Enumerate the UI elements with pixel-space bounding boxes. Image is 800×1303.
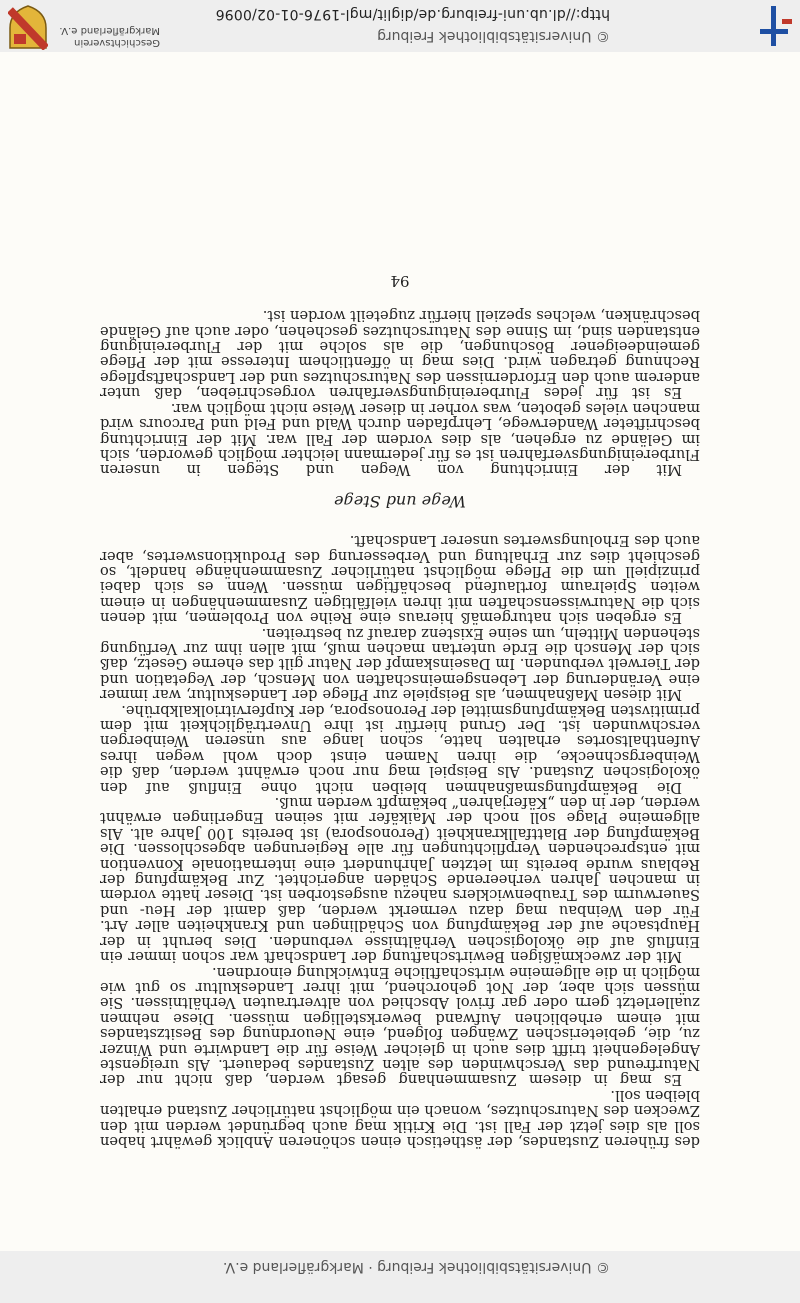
society-name (50, 24, 160, 48)
ub-freiburg-logo-icon (756, 4, 792, 48)
society-name-line: Geschichtsverein (74, 37, 160, 48)
heraldic-shield-icon (8, 4, 48, 50)
paragraph: Es mag in diesem Zusammenhang gesagt werden, daß nicht nur der Naturfreund das Verschwinden des alten Zustandes bedauert. Als ureigenste Angelegenheit trifft dies auch in gleicher Weise für die Landwirte und Winzer zu, die, gebieterischen Zwängen folgend, eine Neuordnung des Besitzstandes mit einem erheblichen Aufwand bewerkstelligen müssen. Diese nehmen zuallerletzt gern oder gar frivol Abschied von altvertrauten Verhältnissen. Sie müssen sich aber, der Not gehorchend, mit ihrer Landeskultur so gut wie möglich in die allgemeine wirtschaftliche Entwicklung einordnen. (100, 963, 700, 1089)
paragraph: Mit diesen Maßnahmen, als Beispiele zur Pflege der Landeskultur, war immer eine Veränderung der Lebensgemeinschaften von Mensch, der Vegetation und der Tierwelt verbunden. Im Daseinskampf der Natur gilt das eherne Gesetz, daß sich der Mensch die Erde untertan machen muß, mit allen ihm zur Verfügung stehenden Mitteln, um seine Existenz darauf zu bestreiten. (100, 624, 700, 704)
paragraph: des früheren Zustandes, der ästhetisch einen schöneren Anblick gewährt haben soll als dies jetzt der Fall ist. Die Kritik mag auch begründet werden mit den Zwecken des Naturschutzes, wonach ein möglichst natürlicher Zustand erhalten bleiben soll. (100, 1086, 700, 1150)
document-url-link[interactable]: http://dl.ub.uni-freiburg.de/diglit/mgl-1976-01-02/0096 (215, 6, 610, 22)
section-heading: Wege und Stege (334, 491, 466, 511)
paragraph: Mit der zweckmäßigen Bewirtschaftung der Landschaft war schon immer ein Einfluß auf die ökologischen Verhältnisse verbunden. Dies beruht in der Hauptsache auf der Bekämpfung von Schädlingen und Krankheiten aller Art. Für den Weinbau mag dazu vermerkt werden, daß damit der Heu- und Sauerwurm des Traubenwicklers nahezu ausgestorben ist. Dieser hatte vordem in manchen Jahren verheerende Schäden angerichtet. Zur Bekämpfung der Reblaus wurde bereits im letzten Jahrhundert eine internationale Konvention mit entsprechenden Verpflichtungen für alle Regierungen abgeschlossen. Die Bekämpfung der Blattfallkrankheit (Peronospora) ist bereits 100 Jahre alt. Als allgemeine Plage soll noch der Maikäfer mit seinen Engerlingen erwähnt werden, der in den „Käferjahren“ bekämpft werden muß. (100, 794, 700, 966)
paragraph: Mit der Einrichtung von Wegen und Stegen in unseren Flurbereinigungsverfahren ist es für jedermann leichter möglich geworden, sich im Gelände zu ergehen, als dies vordem der Fall war. Mit der Einrichtung beschrifteter Wanderwege, Lehrpfaden durch Wald und Feld und Parcours wird manchen vieles geboten, was vorher in dieser Weise nicht möglich war. (100, 399, 700, 479)
partial-copyright-text: © Universitätsbibliothek Freiburg · Markgräflerland e.V. (222, 1259, 610, 1275)
paragraph: Es ist für jedes Flurbereinigungsverfahren vorgeschrieben, daß unter anderem auch den Erfordernissen des Naturschutzes und der Landschaftspflege Rechnung getragen wird. Dies mag in öffentlichem Interesse mit der Pflege gemeindeeigener Böschungen, die als solche mit der Flurbereinigung entstanden sind, im Sinne des Naturschutzes geschehen, oder auch auf Gelände beschränken, welches speziell hierfür zugeteilt worden ist. (100, 307, 700, 402)
copyright-text: © Universitätsbibliothek Freiburg (377, 28, 610, 44)
footer-banner (0, 0, 800, 52)
society-name-line: Markgräflerland e.V. (59, 25, 160, 36)
page-number: 94 (390, 271, 410, 290)
paragraph: Die Bekämpfungsmaßnahmen bleiben nicht ohne Einfluß auf den ökologischen Zustand. Als Beispiel mag nur noch erwähnt werden, daß die Weinbergschnecke, die ihren Namen einst doch wohl wegen ihres Aufenthaltsortes erhalten hatte, schon lange aus unseren Weinbergen verschwunden ist. Der Grund hierfür ist ihre Unverträglichkeit mit dem primitivsten Bekämpfungsmittel der Peronospora, der Kupfervitriolkalkbrühe. (100, 701, 700, 796)
paragraph: Es ergeben sich naturgemäß hieraus eine Reihe von Problemen, mit denen sich die Naturwissenschaften mit ihren vielfältigen Zusammenhängen in einem weiten Spielraum fortlaufend beschäftigen müssen. Wenn es sich dabei prinzipiell um die Pflege möglichst natürlicher Zusammenhänge handelt, so geschieht dies zur Erhaltung und Verbesserung des Produktionswertes, aber auch des Erholungswertes unserer Landschaft. (100, 532, 700, 627)
document-page (100, 272, 700, 1149)
